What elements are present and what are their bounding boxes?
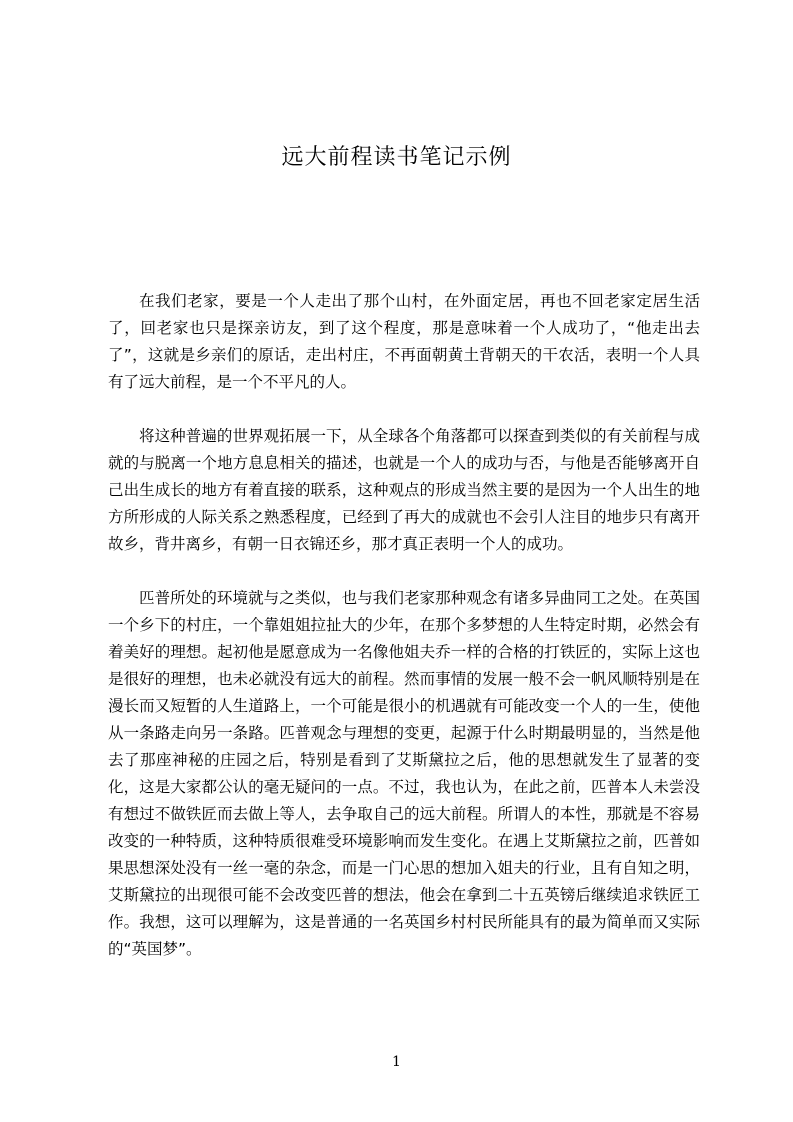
body-text (108, 288, 700, 963)
page-title: 远大前程读书笔记示例 (281, 145, 512, 170)
paragraph-2: 将这种普遍的世界观拓展一下，从全球各个角落都可以探查到类似的有关前程与成就的与脱离一个地方息息相关的描述，也就是一个人的成功与否，与他是否能够离开自己出生成长的地方有着直接的联系，这种观点的形成当然主要的是因为一个人出生的地方所形成的人际关系之熟悉程度，已经到了再大的成就也不会引人注目的地步只有离开故乡，背井离乡，有朝一日衣锦还乡，那才真正表明一个人的成功。 (108, 427, 700, 553)
paragraph-3: 匹普所处的环境就与之类似，也与我们老家那种观念有诸多异曲同工之处。在英国一个乡下的村庄，一个靠姐姐拉扯大的少年，在那个多梦想的人生特定时期，必然会有着美好的理想。起初他是愿意成为一名像他姐夫乔一样的合格的打铁匠的，实际上这也是很好的理想，也未必就没有远大的前程。然而事情的发展一般不会一帆风顺特别是在漫长而又短暂的人生道路上，一个可能是很小的机遇就有可能改变一个人的一生，使他从一条路走向另一条路。匹普观念与理想的变更，起源于什么时期最明显的，当然是他去了那座神秘的庄园之后，特别是看到了艾斯黛拉之后，他的思想就发生了显著的变化，这是大家都公认的毫无疑问的一点。不过，我也认为，在此之前，匹普本人未尝没有想过不做铁匠而去做上等人，去争取自己的远大前程。所谓人的本性，那就是不容易改变的一种特质，这种特质很难受环境影响而发生变化。在遇上艾斯黛拉之前，匹普如果思想深处没有一丝一毫的杂念，而是一门心思的想加入姐夫的行业，且有自知之明，艾斯黛拉的出现很可能不会改变匹普的想法，他会在拿到二十五英镑后继续追求铁匠工作。我想，这可以理解为，这是普通的一名英国乡村村民所能具有的最为简单而又实际的“英国梦”。 (108, 589, 700, 958)
page-number: 1 (392, 1054, 401, 1070)
paragraph-1: 在我们老家，要是一个人走出了那个山村，在外面定居，再也不回老家定居生活了，回老家也只是探亲访友，到了这个程度，那是意味着一个人成功了，“他走出去了”，这就是乡亲们的原话，走出村庄，不再面朝黄土背朝天的干农活，表明一个人具有了远大前程，是一个不平凡的人。 (108, 292, 700, 391)
